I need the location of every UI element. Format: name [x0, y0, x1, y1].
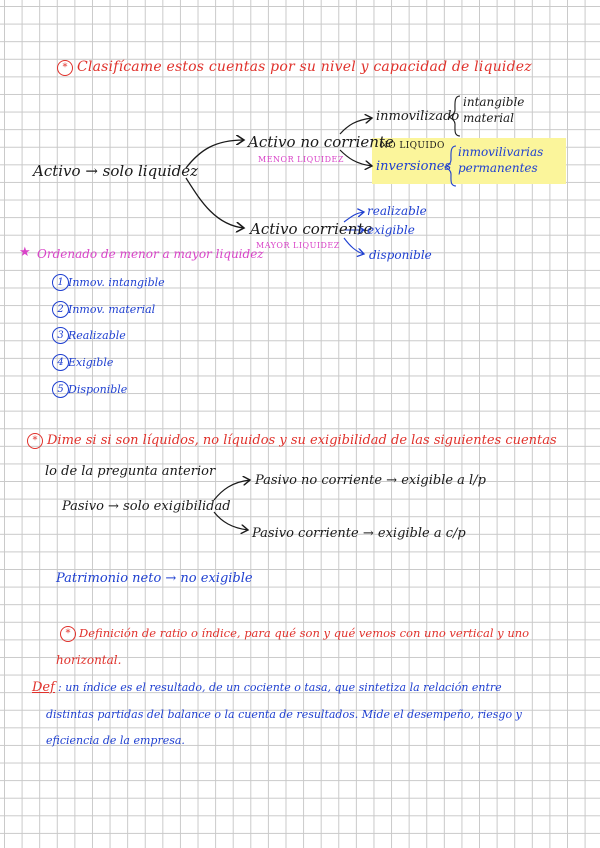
activo-corriente-label: Activo corriente	[250, 220, 373, 238]
inmovilizado-label: inmovilizado	[376, 109, 460, 124]
arrow-to-inversiones	[340, 150, 372, 166]
arrow-to-inmovilizado	[340, 118, 372, 134]
pasivo-root: Pasivo → solo exigibilidad	[62, 499, 231, 514]
corriente-item-exigible: exigible	[367, 223, 415, 237]
def-line1: : un índice es el resultado, de un cociente o tasa, que sintetiza la relación entre	[58, 681, 502, 694]
section2-intro: lo de la pregunta anterior	[45, 464, 216, 479]
star-marker: ★	[19, 245, 31, 260]
mayor-liquidez-note: MAYOR LIQUIDEZ	[256, 241, 340, 250]
order-item-1: Inmov. intangible	[68, 276, 165, 289]
pasivo-corriente: Pasivo corriente → exigible a c/p	[252, 526, 466, 541]
arrow-to-pasivo-corriente	[214, 512, 248, 530]
def-line3: eficiencia de la empresa.	[46, 734, 185, 747]
corriente-item-realizable: realizable	[367, 204, 427, 218]
order-item-4: Exigible	[68, 356, 114, 369]
arrow-to-disponible	[344, 238, 364, 254]
order-item-3: Realizable	[68, 329, 126, 342]
section3-heading-line2: horizontal.	[56, 653, 122, 667]
arrow-to-pasivo-no-corriente	[214, 480, 250, 500]
order-heading: Ordenado de menor a mayor liquidez	[37, 247, 264, 261]
patrimonio-neto: Patrimonio neto → no exigible	[56, 571, 253, 586]
inversiones-label: inversiones	[376, 159, 452, 174]
section1-heading: Clasifícame estos cuentas por su nivel y capacidad de liquidez	[77, 59, 532, 75]
section2-heading: Dime si si son líquidos, no líquidos y su exigibilidad de las siguientes cuentas	[47, 433, 557, 448]
def-label: Def	[32, 680, 55, 695]
def-line2: distintas partidas del balance o la cuenta de resultados. Mide el desempeño, riesgo y	[46, 708, 522, 721]
menor-liquidez-note: MENOR LIQUIDEZ	[258, 155, 344, 164]
order-item-2: Inmov. material	[68, 303, 156, 316]
order-number-3: 3	[52, 327, 69, 344]
order-item-5: Disponible	[68, 383, 128, 396]
inmovilizado-item-1: intangible	[463, 95, 525, 109]
marker-circle: *	[60, 626, 76, 642]
activo-no-corriente-label: Activo no corriente	[248, 133, 394, 151]
marker-circle: *	[27, 433, 43, 449]
no-liquido-tag: NO LIQUIDO	[380, 141, 445, 151]
section3-heading-line1: Definición de ratio o índice, para qué son y qué vemos con uno vertical y uno	[79, 626, 530, 640]
order-number-2: 2	[52, 301, 69, 318]
order-number-5: 5	[52, 381, 69, 398]
inversiones-item-2: permanentes	[458, 161, 538, 175]
order-number-4: 4	[52, 354, 69, 371]
corriente-item-disponible: disponible	[369, 248, 432, 262]
activo-root: Activo → solo liquidez	[33, 162, 199, 180]
inmovilizado-item-2: material	[463, 111, 515, 125]
inversiones-item-1: inmovilivarias	[458, 145, 544, 159]
pasivo-no-corriente: Pasivo no corriente → exigible a l/p	[255, 473, 486, 488]
order-number-1: 1	[52, 274, 69, 291]
arrow-to-corriente	[186, 178, 244, 228]
marker-circle: *	[57, 60, 73, 76]
